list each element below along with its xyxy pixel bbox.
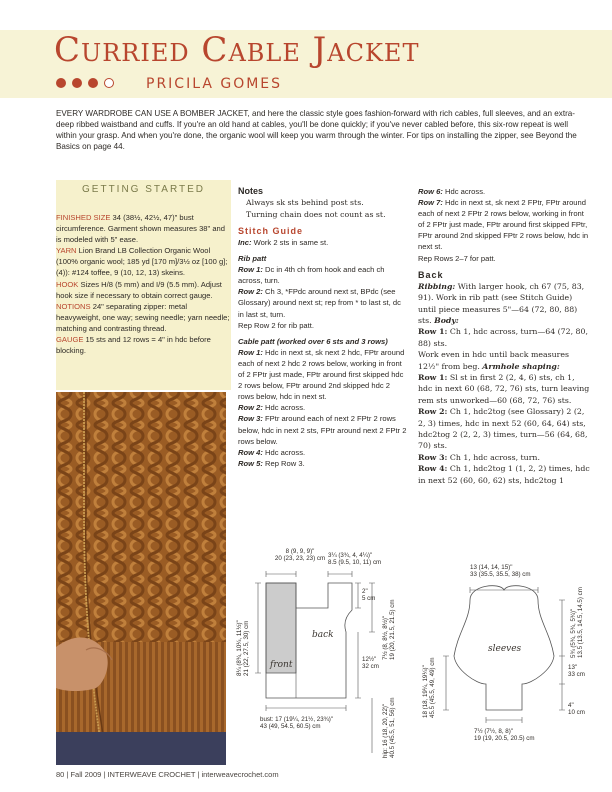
body-top-dim: 8 (9, 9, 9)" 20 (23, 23, 23) cm bbox=[274, 548, 326, 562]
front-label: front bbox=[270, 660, 293, 670]
finished-size-item: FINISHED SIZE 34 (38½, 42½, 47)" bust circumference. Garment shown measures 38" and is modeled with 5" ease. bbox=[56, 213, 225, 245]
cable-row: Row 3: FPtr around each of next 2 FPtr 2 rows below, hdc in next 2 sts, FPtr around next 2 FPtr 2 rows below. bbox=[238, 414, 407, 446]
page-title: Curried Cable Jacket bbox=[54, 30, 420, 70]
author-name: PRICILA GOMES bbox=[146, 76, 283, 92]
notions-item: NOTIONS 24" separating zipper: metal heavyweight, one way; sewing needle; yarn needle; matching and contrasting thread. bbox=[56, 301, 230, 333]
sleeve-cuff-dim: 4" 10 cm bbox=[568, 702, 585, 716]
cable-row: Row 4: Hdc across. bbox=[238, 447, 306, 457]
sleeve-top-dim: 13 (14, 14, 15)" 33 (35.5, 35.5, 38) cm bbox=[470, 564, 531, 578]
body-schematic bbox=[232, 548, 422, 763]
jacket-photo bbox=[56, 392, 226, 765]
sleeve-length-dim: 13" 33 cm bbox=[568, 664, 585, 678]
sleeve-width-dim: 18 (18, 19¼, 19¼)" 45.5 (45.5, 49, 49) cm bbox=[422, 657, 436, 718]
back-row: Row 4: Ch 1, hdc2tog 1 (1, 2, 2) times, hdc in next 52 (60, 60, 62) sts, hdc2tog 1 bbox=[418, 464, 590, 485]
rib-row: Row 1: Dc in 4th ch from hook and each ch across, turn. bbox=[238, 265, 385, 286]
shoulder-dim: 3¼ (3¾, 4, 4¼)" 8.5 (9.5, 10, 11) cm bbox=[328, 552, 382, 566]
rib-patt-heading: Rib patt bbox=[238, 254, 267, 264]
getting-started-list bbox=[56, 212, 231, 356]
back-label: back bbox=[312, 630, 334, 640]
hook-item: HOOK Sizes H/8 (5 mm) and I/9 (5.5 mm). Adjust hook size if necessary to obtain correct gauge. bbox=[56, 279, 222, 300]
skill-level-dots bbox=[56, 78, 114, 88]
back-row: Row 3: Ch 1, hdc across, turn. bbox=[418, 452, 540, 462]
sleeve-cap-dim: 5¾ (5¾, 5¾, 5¾)" 13.5 (13.5, 14.5, 14.5) cm bbox=[570, 587, 584, 658]
note-line: Always sk sts behind post sts. bbox=[246, 198, 364, 208]
inc-def: Inc: Work 2 sts in same st. bbox=[238, 238, 329, 247]
cable-row-6: Row 6: Hdc across. bbox=[418, 187, 486, 196]
skill-dot-filled bbox=[88, 78, 98, 88]
getting-started-heading: GETTING STARTED bbox=[82, 184, 205, 195]
gauge-item: GAUGE 15 sts and 12 rows = 4" in hdc before blocking. bbox=[56, 335, 211, 356]
back-heading: Back bbox=[418, 269, 444, 280]
cable-repeat: Rep Rows 2–7 for patt. bbox=[418, 253, 496, 263]
back-column bbox=[418, 186, 590, 486]
skill-dot-filled bbox=[56, 78, 66, 88]
left-side-dim: 8¼ (8¾, 10¼, 11½)" 21 (22, 27.5, 30) cm bbox=[236, 620, 250, 676]
cable-row: Row 2: Hdc across. bbox=[238, 403, 306, 413]
rib-row: Rep Row 2 for rib patt. bbox=[238, 320, 314, 330]
back-row: Row 2: Ch 1, hdc2tog (see Glossary) 2 (2, 2, 3) times, hdc in next 52 (60, 64, 64) sts, hdc2tog 2 (2, 2, 3) times, turn—56 (64, 68, 70) sts. bbox=[418, 407, 588, 451]
skill-dot-empty bbox=[104, 78, 114, 88]
note-line: Turning chain does not count as st. bbox=[246, 209, 386, 219]
jacket-illustration bbox=[56, 392, 226, 765]
sleeves-label: sleeves bbox=[488, 644, 522, 654]
cable-row-7: Row 7: Hdc in next st, sk next 2 FPtr, FPtr around each of next 2 FPtr 2 rows below, working in front of 2 FPtr just made, FPtr around first skipped FPtr, FPtr around 2nd skipped FPtr 2 rows below, hdc in next st. bbox=[418, 198, 589, 252]
intro-paragraph: EVERY WARDROBE CAN USE A BOMBER JACKET, and here the classic style goes fashion-forward with rich cables, full sleeves, and an extra-deep ribbed waistband and cuffs. If you're an old hand at cables, you'll be done quickly; if you've never cabled before, this six-row repeat is well within your grasp. And when you're done, the organic wool will keep you warm through the winter. For tips on installing the zipper, see Beyond the Basics on page 44. bbox=[56, 109, 577, 151]
notes-heading: Notes bbox=[238, 186, 264, 196]
sleeve-schematic bbox=[422, 560, 592, 770]
back-row: Row 1: Sl st in first 2 (2, 4, 6) sts, ch 1, hdc in next 60 (68, 72, 76) sts, turn leaving rem sts unworked—60 (68, 72, 76) sts. bbox=[418, 373, 590, 405]
skill-dot-filled bbox=[72, 78, 82, 88]
bust-dim: bust: 17 (19¼, 21½, 23¾)" 43 (49, 54.5, 60.5) cm bbox=[260, 716, 334, 730]
cable-patt-heading: Cable patt (worked over 6 sts and 3 rows) bbox=[238, 336, 388, 346]
back-row: Work even in hdc until back measures 12½" from beg. Armhole shaping: bbox=[418, 350, 569, 371]
page-footer: 80 | Fall 2009 | INTERWEAVE CROCHET | interweavecrochet.com bbox=[56, 770, 279, 779]
cable-row: Row 5: Rep Row 3. bbox=[238, 458, 305, 468]
back-ribbing: Ribbing: With larger hook, ch 67 (75, 83, 91). Work in rib patt (see Stitch Guide) until piece measures 5"—64 (72, 80, 88) sts. Body: bbox=[418, 281, 585, 325]
side-dim: 12½" 32 cm bbox=[362, 656, 379, 670]
sleeve-bottom-dim: 7½ (7½, 8, 8)" 19 (19, 20.5, 20.5) cm bbox=[474, 728, 535, 742]
hip-dim: hip: 16 (18, 20, 22)" 40.5 (45.5, 51, 56) cm bbox=[382, 697, 396, 758]
notes-column bbox=[238, 186, 408, 469]
stitch-guide-heading: Stitch Guide bbox=[238, 225, 304, 236]
cable-row: Row 1: Hdc in next st, sk next 2 hdc, FPtr around each of next 2 hdc 2 rows below, working in front of 2 FPtr just made, FPtr around first skipped hdc 2 rows below, FPtr around 2nd skipped hdc 2 rows below, hdc in next st. bbox=[238, 347, 405, 402]
yarn-item: YARN Lion Brand LB Collection Organic Wool (100% organic wool; 185 yd [170 m]/3½ oz [100 g]; (4)): #124 toffee, 9 (10, 12, 13) skeins. bbox=[56, 246, 228, 278]
back-row: Row 1: Ch 1, hdc across, turn—64 (72, 80, 88) sts. bbox=[418, 327, 588, 348]
neck-dim: 2" 5 cm bbox=[362, 588, 376, 602]
armhole-dim: 7½ (8, 8½, 8½)" 19 (20, 21.5, 21.5) cm bbox=[382, 599, 396, 660]
rib-row: Row 2: Ch 3, *FPdc around next st, BPdc (see Glossary) around next st; rep from * to last st, dc in last st, turn. bbox=[238, 287, 401, 319]
